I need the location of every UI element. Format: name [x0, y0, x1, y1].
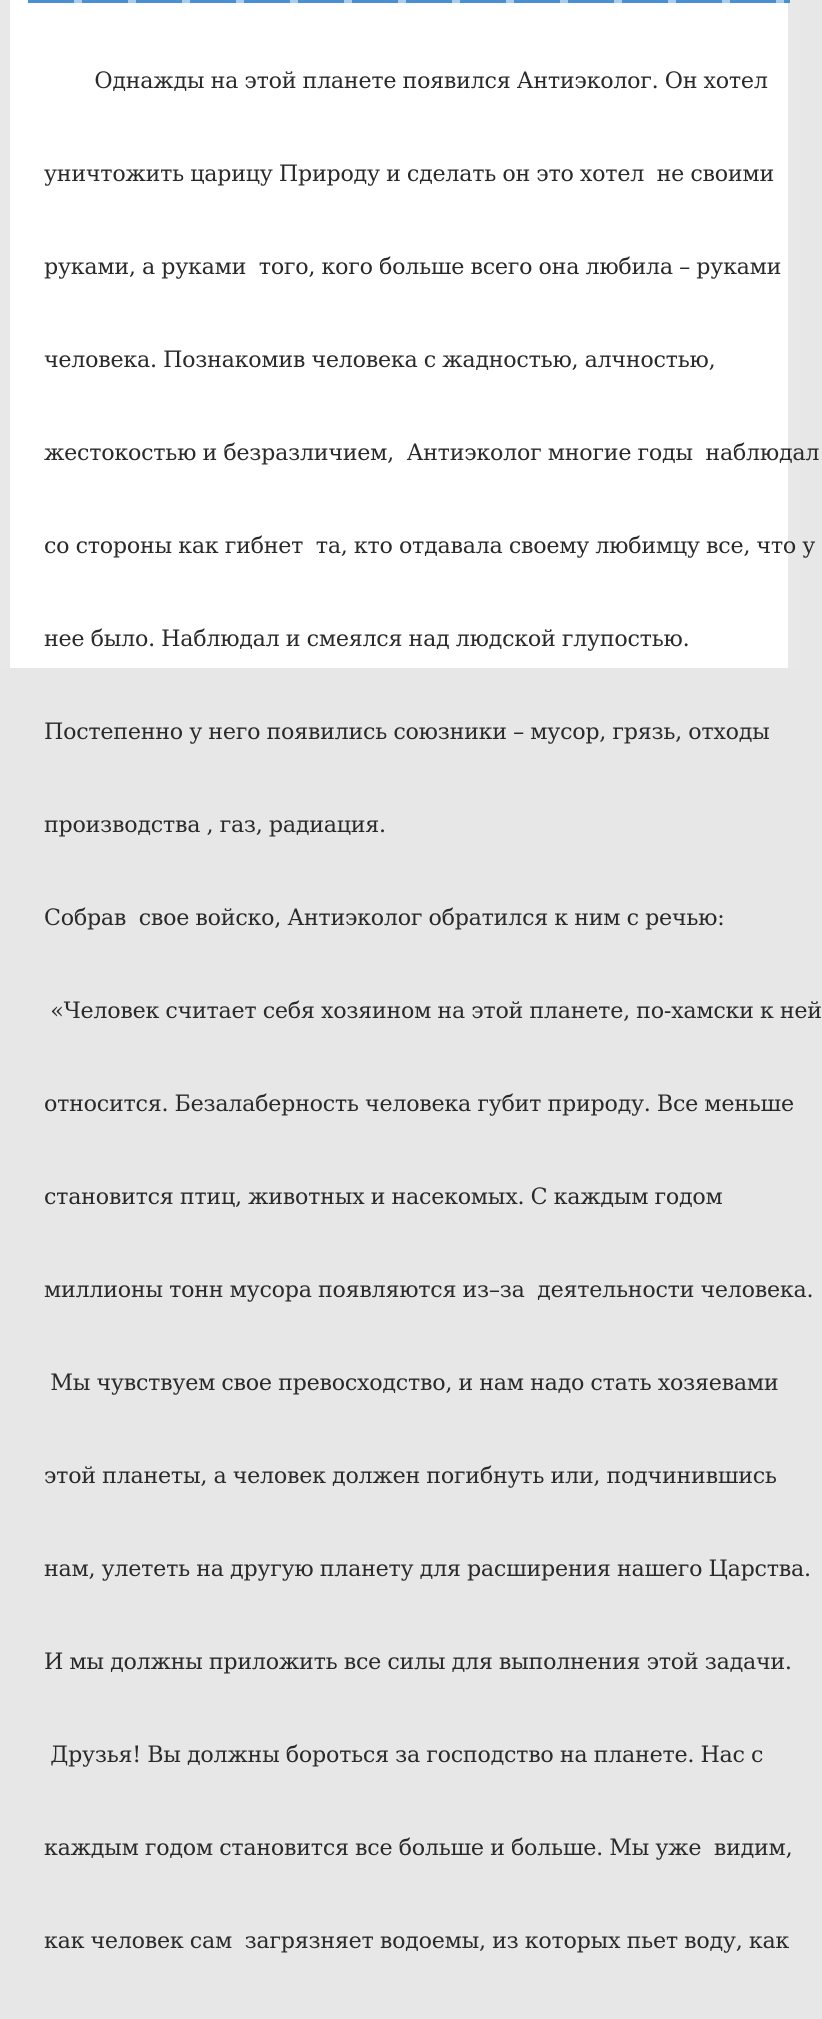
text-line: человека. Познакомив человека с жадностью, алчностью, — [44, 347, 716, 373]
text-line: производства , газ, радиация. — [44, 812, 386, 838]
text-line: Постепенно у него появились союзники – мусор, грязь, отходы — [44, 719, 770, 745]
text-line: Однажды на этой планете появился Антиэколог. Он хотел — [44, 68, 768, 94]
text-line: И мы должны приложить все силы для выполнения этой задачи. — [44, 1649, 792, 1675]
text-line: Мы чувствуем свое превосходство, и нам надо стать хозяевами — [44, 1370, 779, 1396]
text-line: руками, а руками того, кого больше всего она любила – руками — [44, 254, 782, 280]
text-line: каждым годом становится все больше и больше. Мы уже видим, — [44, 1835, 793, 1861]
text-line: Собрав свое войско, Антиэколог обратился к ним с речью: — [44, 905, 725, 931]
text-line: как человек сам загрязняет водоемы, из которых пьет воду, как — [44, 1928, 790, 1954]
text-line: жестокостью и безразличием, Антиэколог многие годы наблюдал — [44, 440, 820, 466]
document-body-text — [44, 4, 822, 2019]
text-line: этой планеты, а человек должен погибнуть или, подчинившись — [44, 1463, 777, 1489]
text-line: миллионы тонн мусора появляются из–за деятельности человека. — [44, 1277, 814, 1303]
text-line: Друзья! Вы должны бороться за господство на планете. Нас с — [44, 1742, 764, 1768]
text-line: со стороны как гибнет та, кто отдавала своему любимцу все, что у — [44, 533, 816, 559]
text-line: нам, улететь на другую планету для расширения нашего Царства. — [44, 1556, 811, 1582]
text-line: нее было. Наблюдал и смеялся над людской глупостью. — [44, 626, 690, 652]
top-decorative-rule — [28, 0, 790, 3]
text-line: «Человек считает себя хозяином на этой планете, по-хамски к ней — [44, 998, 822, 1024]
text-line: относится. Безалаберность человека губит природу. Все меньше — [44, 1091, 794, 1117]
document-page — [10, 0, 822, 1954]
text-line: становится птиц, животных и насекомых. С каждым годом — [44, 1184, 723, 1210]
text-line: уничтожить царицу Природу и сделать он это хотел не своими — [44, 161, 774, 187]
